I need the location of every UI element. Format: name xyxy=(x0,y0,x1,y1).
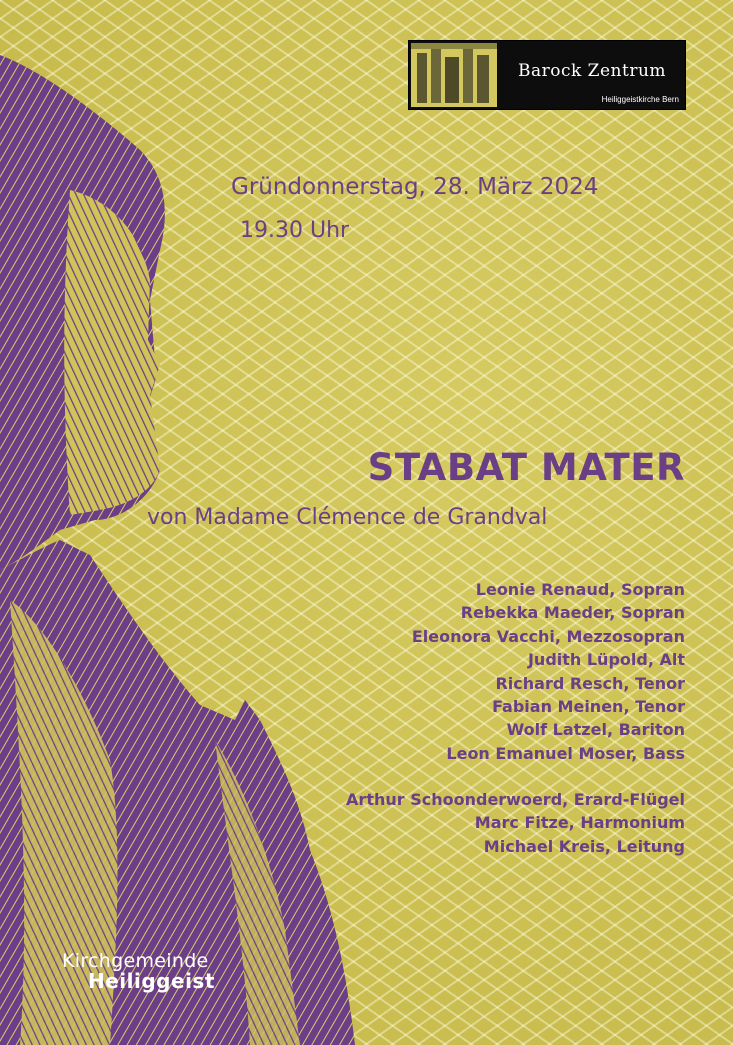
performer-item: Judith Lüpold, Alt xyxy=(527,650,685,670)
performer-item: Wolf Latzel, Bariton xyxy=(506,720,685,740)
performer-list xyxy=(412,578,685,765)
performer-item: Rebekka Maeder, Sopran xyxy=(460,603,685,623)
instrumentalist-item: Michael Kreis, Leitung xyxy=(483,836,685,856)
instrumentalist-list xyxy=(346,788,685,858)
event-title: STABAT MATER xyxy=(367,446,685,489)
event-date: Gründonnerstag, 28. März 2024 xyxy=(231,174,599,200)
organizer-line-1: Kirchgemeinde xyxy=(62,950,209,972)
instrumentalist-item: Arthur Schoonderwoerd, Erard-Flügel xyxy=(346,790,685,809)
logo-title: Barock Zentrum xyxy=(517,61,667,81)
logo-subtitle: Heiliggeistkirche Bern xyxy=(601,95,679,104)
performer-item: Leon Emanuel Moser, Bass xyxy=(446,743,685,763)
event-time: 19.30 Uhr xyxy=(240,218,350,243)
event-subtitle: von Madame Clémence de Grandval xyxy=(147,505,548,530)
performer-item: Richard Resch, Tenor xyxy=(495,673,685,693)
organizer-line-2: Heiliggeist xyxy=(88,969,215,993)
instrumentalist-item: Marc Fitze, Harmonium xyxy=(474,813,685,833)
performer-item: Fabian Meinen, Tenor xyxy=(492,697,685,717)
performer-item: Eleonora Vacchi, Mezzosopran xyxy=(411,626,685,646)
performer-item: Leonie Renaud, Sopran xyxy=(475,580,685,599)
organ-photo-icon xyxy=(411,43,497,107)
barock-zentrum-logo xyxy=(408,40,686,110)
